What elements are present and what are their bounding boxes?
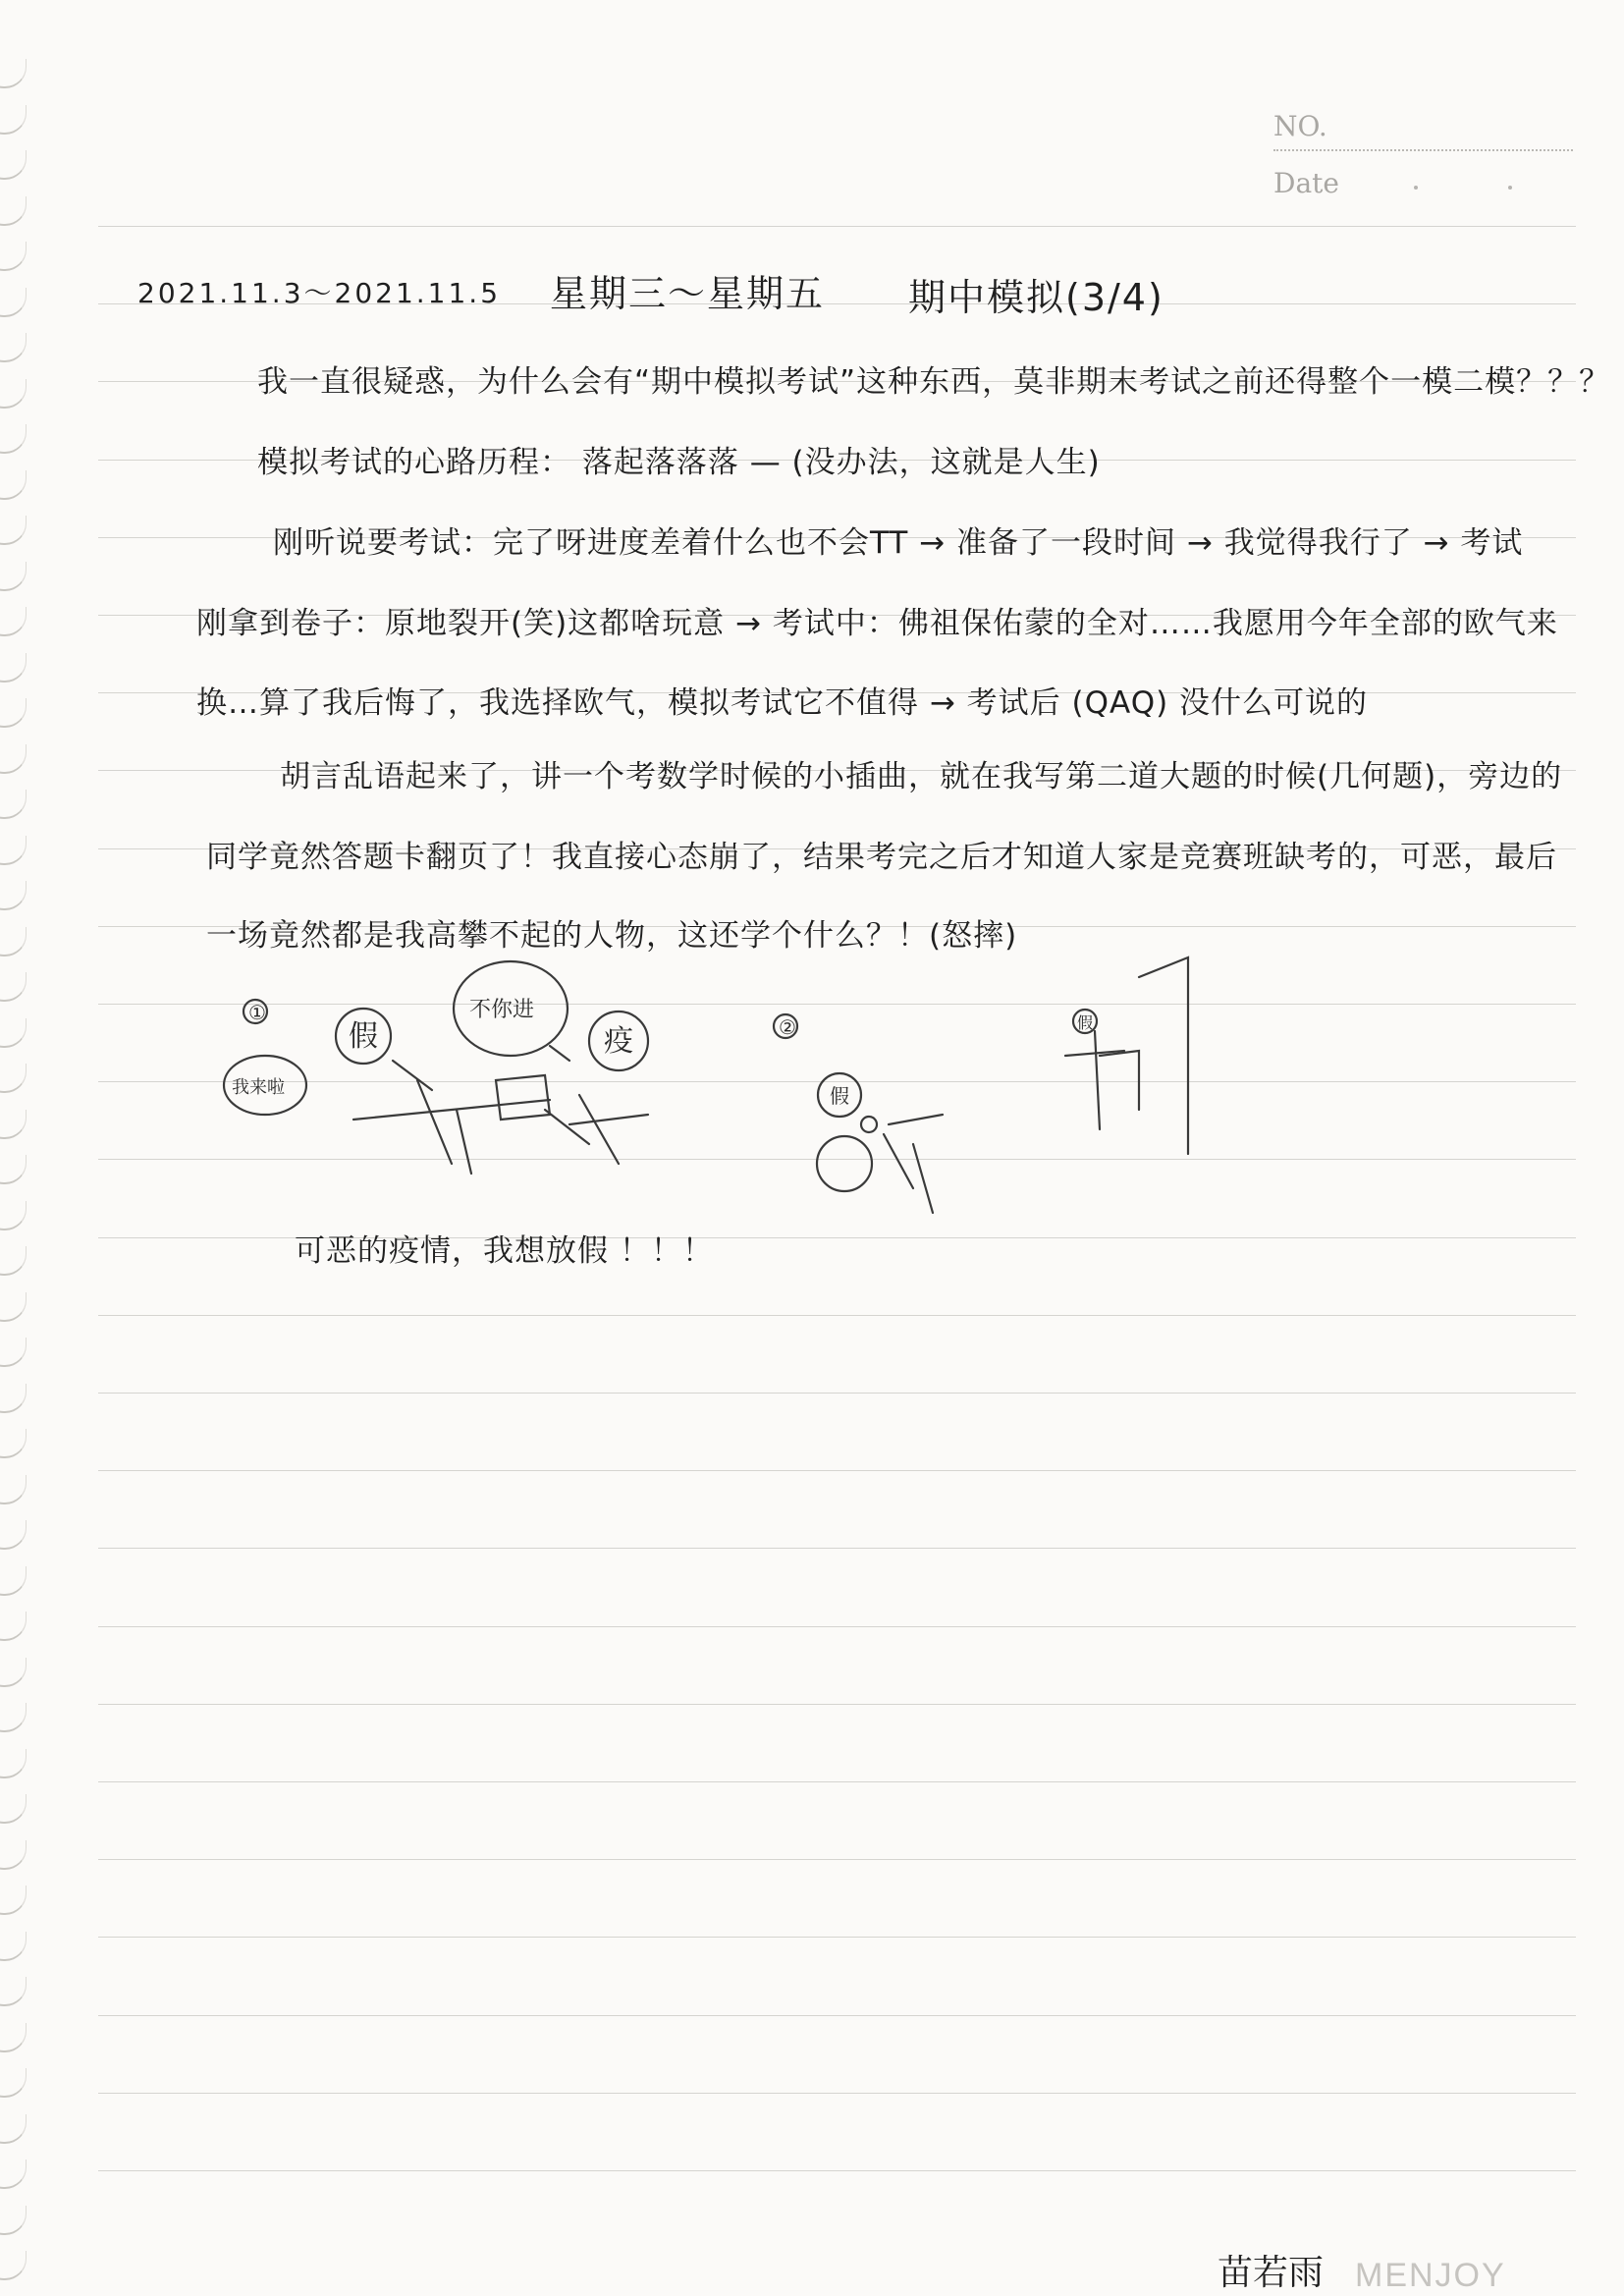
entry-line-5: 换…算了我后悔了，我选择欧气，模拟考试它不值得 → 考试后 (QAQ) 没什么可说的 bbox=[196, 685, 1369, 721]
ruled-line bbox=[98, 226, 1576, 227]
ruled-line bbox=[98, 1781, 1576, 1782]
ruled-line bbox=[98, 1937, 1576, 1938]
ruled-line bbox=[98, 1626, 1576, 1627]
thought-dot bbox=[861, 1117, 877, 1132]
entry-line-3: 刚听说要考试：完了呀进度差着什么也不会TT → 准备了一段时间 → 我觉得我行了 → 考试 bbox=[273, 525, 1524, 561]
binding-hole bbox=[0, 698, 27, 728]
signature: 苗若雨 bbox=[1218, 2253, 1325, 2293]
binding-hole bbox=[0, 1977, 27, 2006]
binding-hole bbox=[0, 1018, 27, 1048]
entry-line-8: 一场竟然都是我高攀不起的人物，这还学个什么？！(怒摔) bbox=[206, 918, 1018, 954]
binding-hole bbox=[0, 1658, 27, 1687]
binding-hole bbox=[0, 790, 27, 819]
date-dot bbox=[1508, 186, 1512, 190]
binding-hole bbox=[0, 1338, 27, 1367]
binding-hole bbox=[0, 1201, 27, 1230]
figure-2-stroke bbox=[569, 1115, 648, 1124]
binding-hole bbox=[0, 2068, 27, 2098]
figure-3-head bbox=[817, 1136, 872, 1191]
binding-hole bbox=[0, 1566, 27, 1596]
binding-hole bbox=[0, 2114, 27, 2144]
bubble-tail bbox=[550, 1046, 569, 1061]
ruled-line bbox=[98, 1470, 1576, 1471]
no-field-line bbox=[1273, 149, 1573, 151]
binding-hole bbox=[0, 2251, 27, 2280]
mark-2: ② bbox=[779, 1015, 796, 1039]
binding-hole bbox=[0, 470, 27, 500]
bubble-wolaila-text: 我来啦 bbox=[232, 1077, 285, 1098]
small-jia-text: 假 bbox=[1077, 1013, 1094, 1032]
date-label: Date bbox=[1273, 167, 1339, 199]
binding-hole bbox=[0, 1429, 27, 1458]
figure-3-stroke bbox=[889, 1115, 943, 1124]
figure-2-stroke bbox=[579, 1095, 619, 1164]
entry-date-range: 2021.11.3～2021.11.5 bbox=[137, 277, 502, 309]
binding-hole bbox=[0, 333, 27, 362]
binding-hole bbox=[0, 59, 27, 88]
date-dot bbox=[1414, 186, 1418, 190]
binding-hole bbox=[0, 1520, 27, 1550]
ruled-line bbox=[98, 2093, 1576, 2094]
figure-2-stroke bbox=[545, 1110, 589, 1144]
figure-4-stroke bbox=[1095, 1031, 1100, 1129]
binding-hole bbox=[0, 150, 27, 180]
ruled-line bbox=[98, 1315, 1576, 1316]
ruled-line bbox=[98, 1548, 1576, 1549]
entry-line-4: 刚拿到卷子：原地裂开(笑)这都啥玩意 → 考试中：佛祖保佑蒙的全对……我愿用今年全部的欧气来 bbox=[196, 606, 1558, 641]
figure-3-stroke bbox=[913, 1144, 933, 1213]
ruled-line bbox=[98, 2015, 1576, 2016]
binding-hole bbox=[0, 1612, 27, 1641]
binding-hole bbox=[0, 196, 27, 226]
binding-hole bbox=[0, 1246, 27, 1276]
binding-hole bbox=[0, 1110, 27, 1139]
stick-figure-doodle bbox=[157, 938, 1218, 1223]
binding-hole bbox=[0, 744, 27, 774]
binding-hole bbox=[0, 1155, 27, 1184]
brand-logo: MENJOY bbox=[1355, 2257, 1506, 2294]
entry-weekday-range: 星期三～星期五 bbox=[550, 272, 826, 315]
binding-hole bbox=[0, 1703, 27, 1732]
binding-hole bbox=[0, 653, 27, 683]
figure-1-stroke bbox=[417, 1080, 452, 1164]
binding-hole bbox=[0, 1292, 27, 1322]
binding-hole bbox=[0, 1840, 27, 1870]
binding-hole bbox=[0, 1794, 27, 1824]
ruled-line bbox=[98, 1859, 1576, 1860]
binding-hole bbox=[0, 927, 27, 957]
bubble-buzhunjin-text: 不你进 bbox=[469, 998, 535, 1022]
binding-hole bbox=[0, 881, 27, 910]
binding-hole bbox=[0, 288, 27, 317]
binding-hole bbox=[0, 2023, 27, 2052]
binding-hole bbox=[0, 1475, 27, 1504]
binding-hole bbox=[0, 836, 27, 865]
mark-1: ① bbox=[248, 1001, 266, 1024]
ruled-line bbox=[98, 2170, 1576, 2171]
closing-line: 可恶的疫情，我想放假 ！！！ bbox=[295, 1233, 714, 1269]
binding-hole bbox=[0, 562, 27, 591]
entry-subject: 期中模拟(3/4) bbox=[908, 276, 1164, 319]
binding-hole bbox=[0, 516, 27, 545]
binding-hole bbox=[0, 972, 27, 1002]
figure-3-stroke bbox=[884, 1134, 913, 1188]
bubble-yi-text: 疫 bbox=[604, 1024, 633, 1059]
bubble-jia-2-text: 假 bbox=[830, 1084, 849, 1108]
binding-hole bbox=[0, 1886, 27, 1915]
figure-4-stroke bbox=[1100, 1051, 1139, 1110]
entry-line-1: 我一直很疑惑，为什么会有“期中模拟考试”这种东西，莫非期末考试之前还得整个一模二模？？？ bbox=[257, 364, 1611, 400]
figure-1-stroke bbox=[457, 1110, 471, 1174]
binding-hole bbox=[0, 242, 27, 271]
ruled-line bbox=[98, 1393, 1576, 1394]
no-label: NO. bbox=[1273, 110, 1327, 142]
binding-hole bbox=[0, 1384, 27, 1413]
binding-hole bbox=[0, 1932, 27, 1961]
entry-line-7: 同学竟然答题卡翻页了！我直接心态崩了，结果考完之后才知道人家是竞赛班缺考的，可恶，最后 bbox=[206, 840, 1557, 875]
figure-1-stroke bbox=[393, 1061, 432, 1090]
binding-hole bbox=[0, 1064, 27, 1093]
binding-hole bbox=[0, 2159, 27, 2189]
binding-hole bbox=[0, 105, 27, 135]
book-shape bbox=[496, 1075, 550, 1120]
bubble-jia-text: 假 bbox=[349, 1019, 378, 1054]
binding-hole bbox=[0, 1749, 27, 1778]
binding-hole bbox=[0, 379, 27, 409]
entry-line-6: 胡言乱语起来了，讲一个考数学时候的小插曲，就在我写第二道大题的时候(几何题)，旁边的 bbox=[280, 759, 1563, 794]
door-frame bbox=[1139, 957, 1188, 1154]
entry-line-2: 模拟考试的心路历程： 落起落落落 — (没办法，这就是人生) bbox=[257, 445, 1101, 480]
binding-hole bbox=[0, 607, 27, 636]
ruled-line bbox=[98, 1704, 1576, 1705]
binding-hole bbox=[0, 424, 27, 454]
binding-hole bbox=[0, 2206, 27, 2235]
